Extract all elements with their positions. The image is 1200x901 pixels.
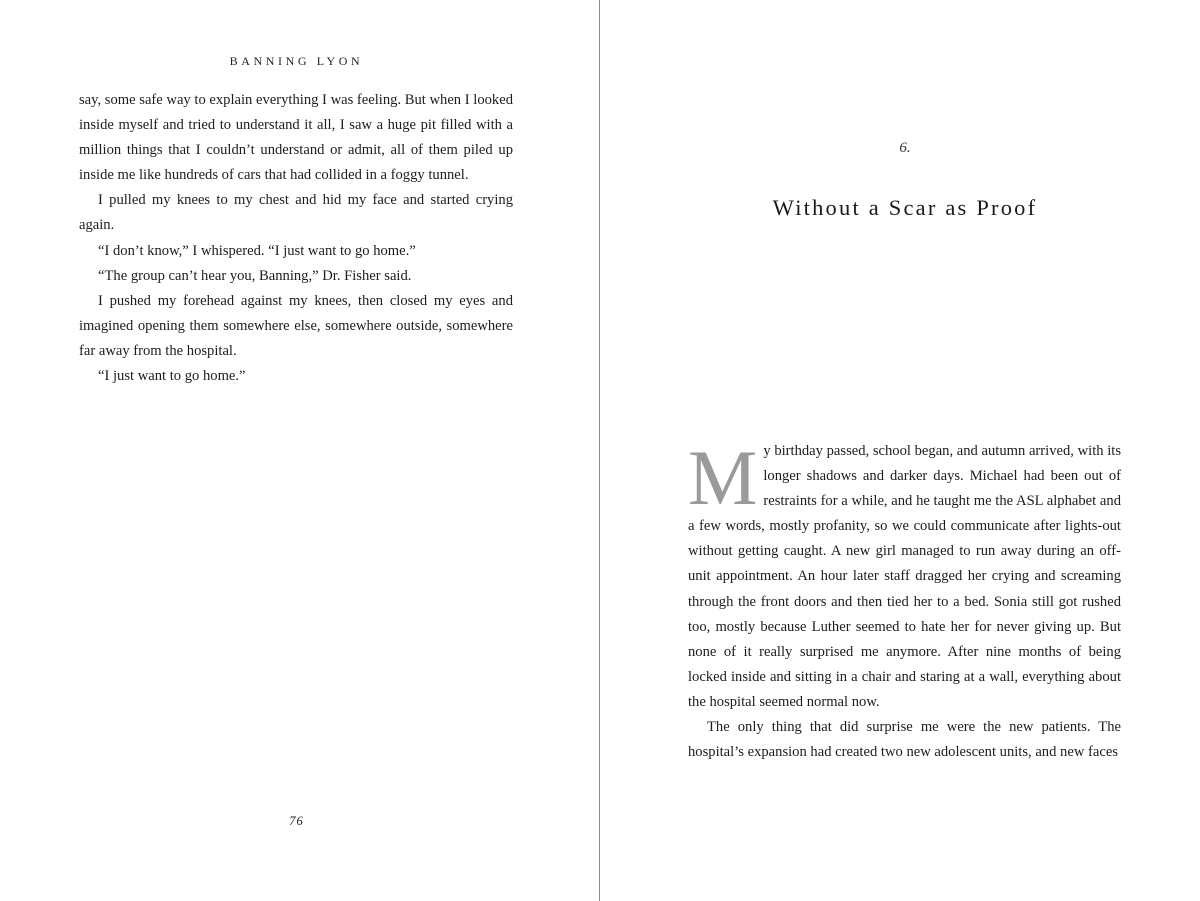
page-gutter-divider <box>599 0 600 901</box>
paragraph: y birthday passed, school began, and autumn arrived, with its longer shadows and darker days. Michael had been out of restraints for a while, and he taught me the ASL alphabet and a few words, mostly profanity, so we could communicate after lights-out without getting caught. A new girl managed to run away during an off-unit appointment. An hour later staff dragged her crying and screaming through the front doors and then tied her to a bed. Sonia still got rushed too, mostly because Luther seemed to hate her for never giving up. But none of it really surprised me anymore. After nine months of being locked inside and sitting in a chair and staring at a wall, everything about the hospital seemed normal now. <box>688 443 1121 710</box>
left-page-body <box>79 88 513 389</box>
chapter-number: 6. <box>899 140 911 156</box>
drop-cap: M <box>688 434 758 521</box>
chapter-title: Without a Scar as Proof <box>772 195 1038 220</box>
paragraph: “I don’t know,” I whispered. “I just want to go home.” <box>98 242 416 259</box>
right-page-body <box>688 434 1121 765</box>
paragraph: “I just want to go home.” <box>98 368 246 385</box>
paragraph: The only thing that did surprise me were the new patients. The hospital’s expansion had created two new adolescent units, and new faces <box>688 719 1121 761</box>
paragraph: “The group can’t hear you, Banning,” Dr. Fisher said. <box>98 267 412 284</box>
paragraph: say, some safe way to explain everything I was feeling. But when I looked inside myself and tried to understand it all, I saw a huge pit filled with a million things that I couldn’t understand or admit, all of them piled up inside me like hundreds of cars that had collided in a foggy tunnel. <box>79 92 513 184</box>
left-page <box>0 0 599 901</box>
right-page <box>601 0 1200 901</box>
page-number: 76 <box>289 814 304 828</box>
running-head: BANNING LYON <box>229 54 364 68</box>
paragraph: I pulled my knees to my chest and hid my face and started crying again. <box>79 192 513 234</box>
paragraph: I pushed my forehead against my knees, then closed my eyes and imagined opening them somewhere else, somewhere outside, somewhere far away from the hospital. <box>79 292 513 359</box>
